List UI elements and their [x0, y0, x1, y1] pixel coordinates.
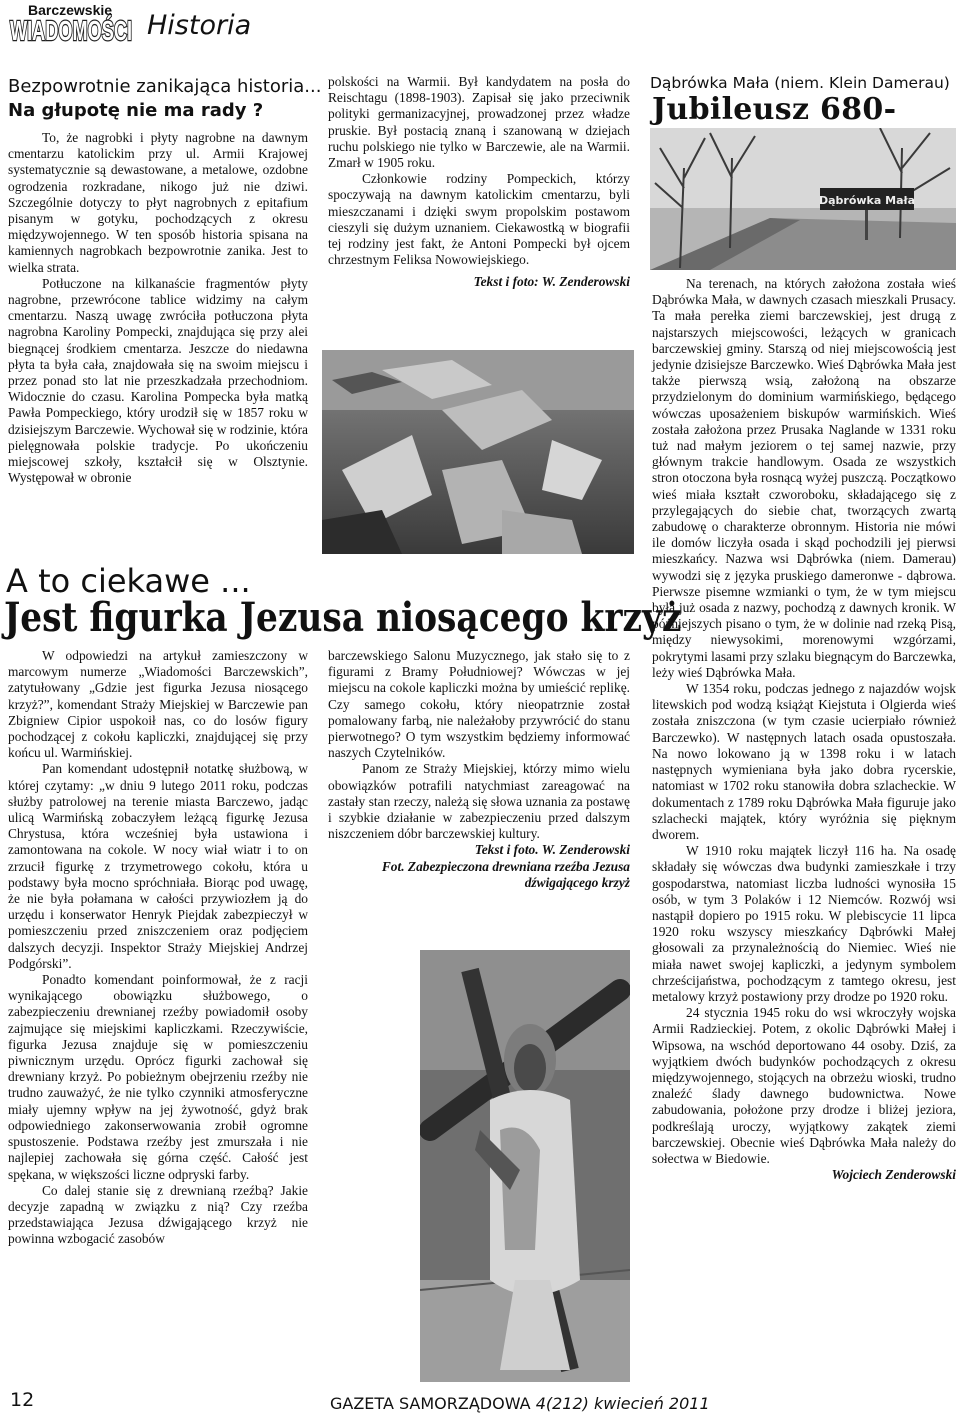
article3-paragraph: W 1354 roku, podczas jednego z najazdów wojsk litewskich pod wodzą książąt Kiejstuta i Olgierda wieś została zniszczona (w tym czasie ucierpiało również Barczewko). W następnych latach osada opustoszała. Na nowo lokowano ją w 1398 roku i w latach następnych wymieniana była jako dobra rycerskie, natomiast w 1702 roku stanowiła dobra szlacheckie. W dokumentach z 1789 roku Dąbrówka Mała figuruje jako szlachecki majątek, który wyróżnia się pięknym dworem. [652, 681, 956, 842]
article3-paragraph: 24 stycznia 1945 roku do wsi wkroczyły wojska Armii Radzieckiej. Potem, z okolic Dąbrówki Małej i Wipsowa, na wschód deportowano 44 osoby. Dziś, za wyjątkiem dwóch budynków pochodzących z okresu międzywojennego, stojących na obrzeżu wioski, trudno znaleźć ślady dawnego budownictwa. Nowe zabudowania, położone przy drodze i bliżej jeziora, podkreślają uroczy, wyjątkowy zakątek ziemi barczewskiej. Obecnie wieś Dąbrówka Mała należy do sołectwa w Biedowie. [652, 1005, 956, 1166]
article1-credit: Tekst i foto: W. Zenderowski [473, 274, 630, 290]
article1-paragraph: Potłuczone na kilkanaście fragmentów płyty nagrobne, przewrócone tablice widzimy na całym cmentarzu. Naszą uwagę zwróciła potłuczona płyta nagrobna Karoliny Pompecki, znajdująca się przy alei biegnącej środkiem cmentarza. Jeszcze do niedawna płyta ta była cała, znajdowała się na swoim miejscu i przez ponad sto lat nie przeszkadzała przechodniom. Widocznie do czasu. Karolina Pompecka była matką Pawła Pompeckiego, który urodził się w 1857 roku w dzisiejszym Barczewie. Wychował się w rodzinie, która pielęgnowała polskie tradycje. Po ukończeniu miejscowej szkoły, kształcił się w Olsztynie. Występował w obronie [8, 275, 308, 486]
logo-main-text: WIADOMOŚCI [10, 15, 132, 44]
article2-caption: Fot. Zabezpieczona drewniana rzeźba Jezusa dźwigającego krzyż [381, 858, 630, 890]
article1-paragraph: polskości na Warmii. Był kandydatem na posła do Reischtagu (1898-1903). Zapisał się jako przeciwnik polityki germanizacyjnej, prowadzonej przez władze pruskie. Był postacią znaną i szanowaną w dziejach ruchu polskiego nie tylko w Barczewie, ale na Warmii. Zmarł w 1905 roku. [328, 74, 630, 171]
article1-kicker: Bezpowrotnie zanikająca historia... [8, 76, 322, 97]
article2-paragraph: Panom ze Straży Miejskiej, którzy mimo wielu obowiązków potrafili natychmiast zareagować na zastały stan rzeczy, należą się słowa uznania za postawę i szybkie działanie w zabezpieczeniu przed dalszym niszczeniem dóbr barczewskiej kultury. [328, 761, 630, 842]
logo-top-text: Barczewskie [28, 2, 113, 18]
article2-column-1 [8, 648, 308, 1248]
article1-column-1 [8, 130, 308, 486]
masthead-logo [8, 14, 134, 44]
article2-paragraph: barczewskiego Salonu Muzycznego, jak stało się to z figurami z Bramy Południowej? Wówczas w jej miejscu na cokole kapliczki można by umieścić replikę. Czy samego cokołu, który nieopatrznie został pomalowany farbą, nie należałoby przywrócić do stanu pierwotnego? O tym wszystkim będziemy informować naszych Czytelników. [328, 648, 630, 761]
footer-issue: 4(212) kwiecień 2011 [535, 1394, 710, 1413]
article2-paragraph: Ponadto komendant poinformował, że z racji wynikającego obowiązku służbowego, o zabezpieczeniu drewnianej rzeźby powiadomił osoby zajmujące się miejskimi kapliczkami. Rzeczywiście, figurka Jezusa znajduje się w pomieszczeniu piwnicznym urzędu. Oprócz figurki zachował się drewniany krzyż. Po pobieżnym obejrzeniu rzeźby nie trudno zauważyć, że nie tylko czynniki atmosferyczne miały ujemny wpływ na jej żywotność, gdyż brak odpowiedniego zakonserwowania zrobił ogromne spustoszenie. Podstawa rzeźby jest zmurszała i nie najlepiej zachowała się górna część. Całość jest spękana, w większości liczne odpryski farby. [8, 972, 308, 1182]
article2-credit: Tekst i foto. W. Zenderowski [474, 842, 630, 858]
article3-paragraph: Na terenach, na których założona została wieś Dąbrówka Mała, w dawnych czasach mieszkali Prusacy. Ta mała perełka ziemi barczewskiej, jest drugą z najstarszych miejscowości, leżących w granicach barczewskiej gminy. Starszą od niej miejscowością jest jedynie dzisiejsze Barczewko. Wieś Dąbrówka Mała jest także pierwszą wsią, założoną na obszarze przydzielonym do dominium warmińskiego, będącego wówczas uposażeniem biskupów warmińskich. Wieś została założona przez Prusaka Naglande w 1331 roku tuż nad małym jeziorem o tej samej nazwie, przy głównym trakcie handlowym. Osada ze wszystkich stron otoczona była rosnącą wyżej puszczą. Początkowo wieś miała kształt czworoboku, składającego się z przylegających do siebie chat, tworzących zwartą zabudowę o charakterze obronnym. Historia nie mówi ile domów liczyła osada i skąd pochodzili jej pierwsi mieszkańcy. Nazwa wsi Dąbrówka (niem. Damerau) wywodzi się z języka pruskiego dameronwe - dąbrowa. Pierwsze pisemne wzmianki o tym, że w tym miejscu była już osada z nazwy, pochodzą z dawnych kronik. W późniejszych pisano o tym, że w dolinie nad rzeką Pisą, między niewysokimi, morenowymi wzgórzami, pokrytymi lasami przy szlaku biegnącym do Barczewka, leży wieś Dąbrówka Mała. [652, 276, 956, 680]
article2-paragraph: Co dalej stanie się z drewnianą rzeźbą? Jakie decyzje zapadną w związku z nią? Czy rzeźba przedstawiająca Jezusa dźwigającego krzyż nie powinna wzbogacić zasobów [8, 1182, 308, 1247]
village-sign-text: Dąbrówka Mała [818, 194, 916, 207]
footer-title-prefix: GAZETA SAMORZĄDOWA [330, 1394, 536, 1413]
broken-tombstone-photo [322, 350, 634, 554]
article1-paragraph: To, że nagrobki i płyty nagrobne na dawnym cmentarzu katolickim przy ul. Armii Krajowej systematycznie są dewastowane, a metalowe, ozdobne ogrodzenia rozkradane, nikogo już nie dziwi. Szczególnie dotyczy to płyt nagrobnych z epitafium pisanym w gotyku, pochodzących z okresu międzywojennego. W ten sposób historia spisana na kamiennych nagrobkach bezpowrotnie zanika. Jest to wielka strata. [8, 130, 308, 275]
article2-kicker: A to ciekawe ... [6, 562, 251, 600]
article1-column-2 [328, 74, 630, 291]
article3-paragraph: W 1910 roku majątek liczył 116 ha. Na osadę składały się wówczas dwa budynki zamieszkałe i trzy gospodarstwa, natomiast liczba ludności wynosiła 15 osób, w tym 3 Polaków i 12 Niemców. Rozwój wsi nastąpił dopiero po 1915 roku. W plebiscycie 11 lipca 1920 roku wszyscy mieszkańcy Dąbrówki Małej głosowali za przynależnością do Niemiec. Wieś nie miała nawet swojej kapliczki, a jedynym symbolem chrześcijaństwa, pochodzącym z tamtego okresu, jest metalowy krzyż postawiony przy drodze po 1920 roku. [652, 843, 956, 1004]
article3-column [652, 276, 956, 1183]
article1-paragraph: Członkowie rodziny Pompeckich, którzy spoczywają na dawnym katolickim cmentarzu, byli mieszczanami i dzięki swym propolskim postawom cieszyli się dużym uznaniem. Ciekawostką w biografii tej rodziny jest fakt, że Antoni Pompecki był ojcem chrzestnym Feliksa Nowowiejskiego. [328, 171, 630, 268]
article2-paragraph: Pan komendant udostępnił notatkę służbową, w której czytamy: „w dniu 9 lutego 2011 roku, podczas służby patrolowej na terenie miasta Barczewo, jadąc ulicą Warmińską zobaczyłem leżącą figurkę Jezusa Chrystusa, która wcześniej była ustawiona i zamontowana na cokole. W nocy wiał wiatr i to on zrzucił figurkę z trzymetrowego cokołu, która u podstawy była mocno spróchniała. Biorąc pod uwagę, że nie była połamana w całości przywiozłem ją do urzędu i konserwator Henryk Piejdak zabezpieczył w pomieszczeniu przed zniszczeniem oraz podjęciem dalszych decyzji. Inspektor Straży Miejskiej Andrzej Podgórski”. [8, 761, 308, 971]
section-title: Historia [147, 10, 252, 41]
article3-title: Jubileusz 680- [652, 92, 897, 127]
footer-publication [330, 1394, 710, 1413]
article2-column-2 [328, 648, 630, 891]
article3-kicker: Dąbrówka Mała (niem. Klein Damerau) [650, 74, 950, 92]
article2-title: Jest figurka Jezusa niosącego krzyż [4, 594, 682, 641]
article3-credit: Wojciech Zenderowski [831, 1167, 956, 1183]
article2-paragraph: W odpowiedzi na artykuł zamieszczony w marcowym numerze „Wiadomości Barczewskich”, zatytułowany „Gdzie jest figurka Jezusa niosącego krzyż?”, komendant Straży Miejskiej w Barczewie pan Zbigniew Cipior uspokoił nas, co do losów figury pochodzącej z cokołu kapliczki, znajdującej się przy końcu ul. Warmińskiej. [8, 648, 308, 761]
article1-title: Na głupotę nie ma rady ? [8, 100, 264, 121]
village-sign-photo [650, 128, 956, 270]
page-number: 12 [10, 1389, 35, 1411]
jesus-figure-photo [420, 950, 630, 1382]
